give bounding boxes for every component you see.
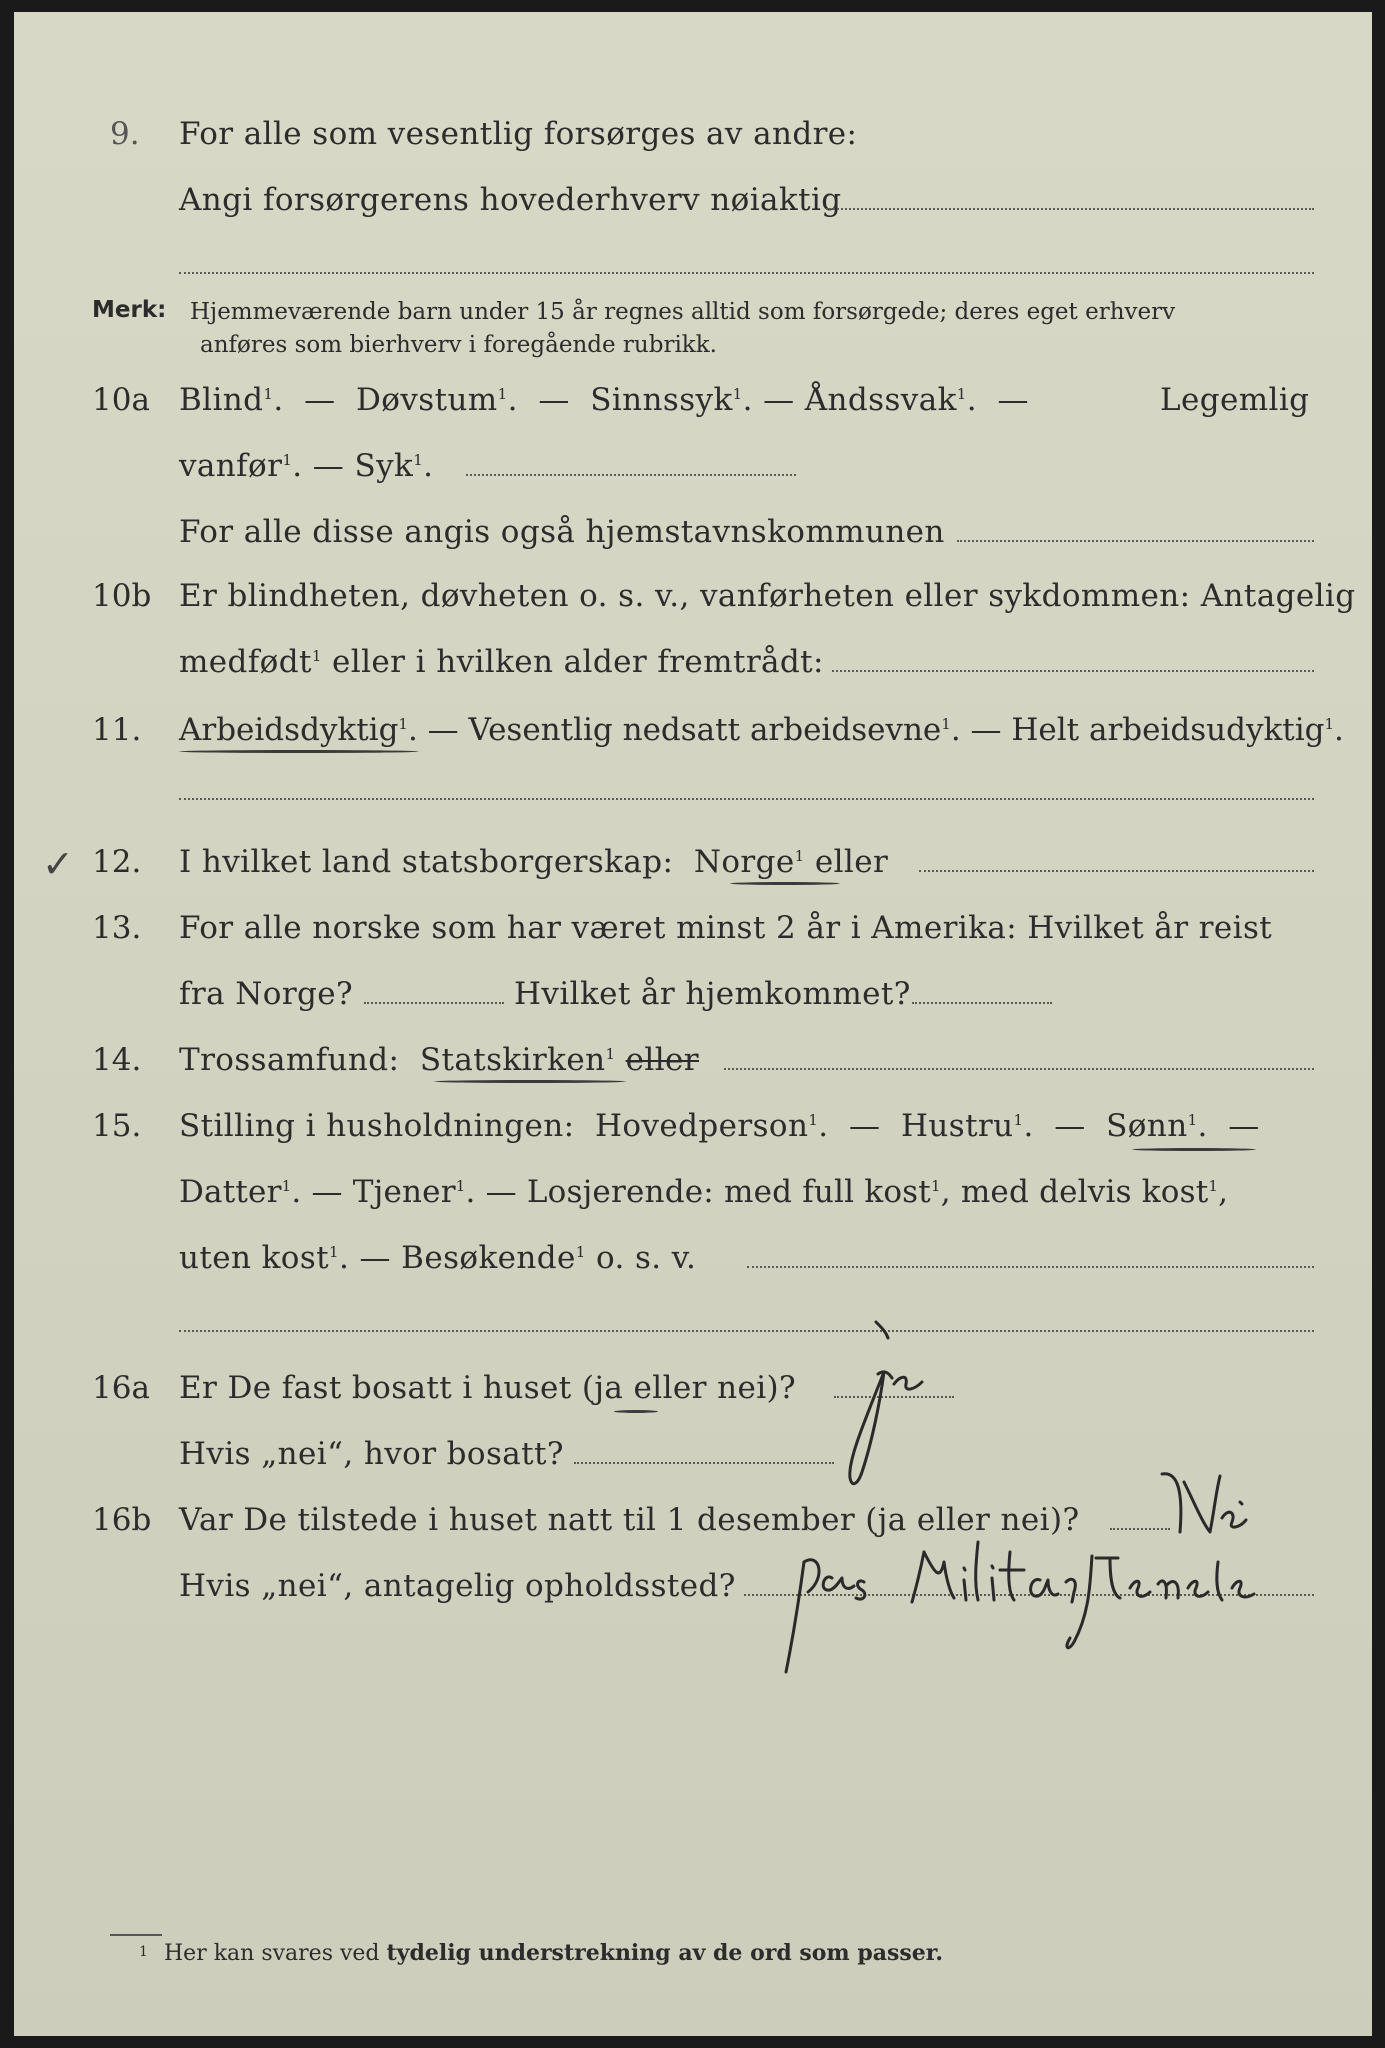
q10b-number: 10b bbox=[92, 578, 152, 614]
q13-number: 13. bbox=[92, 910, 142, 946]
q9-answer-line-2[interactable] bbox=[179, 272, 1314, 274]
underline-statskirken bbox=[434, 1080, 626, 1083]
option-besokende[interactable]: Besøkende bbox=[401, 1240, 576, 1276]
option-blind[interactable]: Blind bbox=[179, 382, 264, 418]
option-nedsatt-arbeidsevne[interactable]: Vesentlig nedsatt arbeidsevne bbox=[468, 712, 942, 748]
option-sonn[interactable]: Sønn bbox=[1106, 1108, 1188, 1144]
q15-row3: uten kost$^1$. — Besøkende$^1$ o. s. v. bbox=[179, 1240, 697, 1276]
option-norge[interactable]: Norge bbox=[693, 844, 795, 880]
q12-answer-line[interactable] bbox=[919, 870, 1314, 872]
option-andssvak[interactable]: Åndssvak bbox=[804, 382, 957, 418]
option-losjerende-full-kost[interactable]: Losjerende: med full kost bbox=[526, 1174, 931, 1210]
q10a-row2: vanfør$^1$. — Syk$^1$. bbox=[179, 448, 434, 484]
option-delvis-kost[interactable]: med delvis kost bbox=[960, 1174, 1209, 1210]
underline-arbeidsdyktig bbox=[179, 750, 419, 753]
q13-hjemkommet-line[interactable] bbox=[912, 1002, 1052, 1004]
option-arbeidsdyktig[interactable]: Arbeidsdyktig bbox=[179, 712, 399, 748]
q15-number: 15. bbox=[92, 1108, 142, 1144]
q9-answer-line[interactable] bbox=[826, 208, 1314, 210]
merk-line2: anføres som bierhverv i foregående rubrikk. bbox=[200, 332, 717, 358]
q16b-number: 16b bbox=[92, 1502, 152, 1538]
q14-row: Trossamfund: Statskirken$^1$ eller bbox=[179, 1042, 699, 1078]
q15-row1: Stilling i husholdningen: Hovedperson$^1$. — Hustru$^1$. — Sønn$^1$. — bbox=[179, 1108, 1260, 1144]
q10a-hjemstavn-line[interactable] bbox=[957, 540, 1314, 542]
handwritten-militaertjeneste-answer bbox=[774, 1522, 1334, 1682]
q15-answer-line-2[interactable] bbox=[179, 1330, 1314, 1332]
option-vanfor[interactable]: vanfør bbox=[179, 448, 283, 484]
q10b-line1: Er blindheten, døvheten o. s. v., vanførheten eller sykdommen: Antagelig bbox=[179, 578, 1356, 614]
q16b-line2: Hvis „nei“, antagelig opholdssted? bbox=[179, 1568, 736, 1604]
q13-line2b: Hvilket år hjemkommet? bbox=[514, 976, 911, 1012]
option-eller-struck: eller bbox=[625, 1042, 699, 1078]
q9-line2: Angi forsørgerens hovederhverv nøiaktig bbox=[179, 182, 842, 218]
q13-line2a: fra Norge? bbox=[179, 976, 354, 1012]
q16a-line2: Hvis „nei“, hvor bosatt? bbox=[179, 1436, 564, 1472]
merk-label: Merk: bbox=[92, 297, 167, 323]
option-hustru[interactable]: Hustru bbox=[900, 1108, 1014, 1144]
option-dovstum[interactable]: Døvstum bbox=[356, 382, 498, 418]
q16a-number: 16a bbox=[92, 1370, 150, 1406]
q11-row: Arbeidsdyktig$^1$. — Vesentlig nedsatt arbeidsevne$^1$. — Helt arbeidsudyktig$^1$. bbox=[179, 712, 1344, 748]
option-syk[interactable]: Syk bbox=[354, 448, 414, 484]
underline-norge bbox=[730, 882, 840, 885]
footnote-text: Her kan svares ved tydelig understrekning av de ord som passer. bbox=[164, 1940, 944, 1966]
q12-row: I hvilket land statsborgerskap: Norge$^1$ eller bbox=[179, 844, 889, 880]
merk-line1: Hjemmeværende barn under 15 år regnes alltid som forsørgede; deres eget erhverv bbox=[190, 299, 1176, 325]
option-hovedperson[interactable]: Hovedperson bbox=[594, 1108, 809, 1144]
q13-reist-line[interactable] bbox=[364, 1002, 504, 1004]
q10b-line2: medfødt$^1$ eller i hvilken alder fremtrådt: bbox=[179, 644, 824, 680]
q10a-row1: Blind$^1$. — Døvstum$^1$. — Sinnssyk$^1$. — Åndssvak$^1$. — bbox=[179, 382, 1029, 418]
q12-number: 12. bbox=[92, 844, 142, 880]
q16b-line1: Var De tilstede i huset natt til 1 desember (ja eller nei)? bbox=[179, 1502, 1080, 1538]
option-medfodt[interactable]: medfødt bbox=[179, 644, 312, 680]
option-datter[interactable]: Datter bbox=[179, 1174, 282, 1210]
q16a-line1: Er De fast bosatt i huset (ja eller nei)? bbox=[179, 1370, 797, 1406]
footnote-rule bbox=[110, 1934, 162, 1936]
option-sinnssyk[interactable]: Sinnssyk bbox=[590, 382, 733, 418]
option-uten-kost[interactable]: uten kost bbox=[179, 1240, 330, 1276]
underline-ja bbox=[614, 1410, 658, 1413]
option-tjener[interactable]: Tjener bbox=[352, 1174, 456, 1210]
option-statskirken[interactable]: Statskirken bbox=[419, 1042, 606, 1078]
q14-answer-line[interactable] bbox=[724, 1068, 1314, 1070]
option-arbeidsudyktig[interactable]: Helt arbeidsudyktig bbox=[1011, 712, 1325, 748]
handwritten-ja-answer bbox=[814, 1312, 944, 1492]
q16a-bosatt-line[interactable] bbox=[574, 1462, 834, 1464]
footnote-mark: 1 bbox=[139, 1944, 148, 1960]
q10a-number: 10a bbox=[92, 382, 150, 418]
census-form-page bbox=[14, 12, 1372, 2036]
q15-answer-line[interactable] bbox=[747, 1266, 1314, 1268]
option-legemlig[interactable]: Legemlig bbox=[1160, 382, 1310, 418]
q11-answer-line[interactable] bbox=[179, 798, 1314, 800]
q11-number: 11. bbox=[92, 712, 142, 748]
check-mark-icon: ✓ bbox=[42, 842, 75, 886]
q9-line1: For alle som vesentlig forsørges av andre: bbox=[179, 116, 858, 152]
q9-number: 9. bbox=[110, 116, 140, 152]
q10b-answer-line[interactable] bbox=[832, 670, 1314, 672]
q15-row2: Datter$^1$. — Tjener$^1$. — Losjerende: med full kost$^1$, med delvis kost$^1$, bbox=[179, 1174, 1229, 1210]
q14-number: 14. bbox=[92, 1042, 142, 1078]
q13-line1: For alle norske som har været minst 2 år i Amerika: Hvilket år reist bbox=[179, 910, 1273, 946]
q10a-answer-line[interactable] bbox=[466, 474, 796, 476]
underline-sonn bbox=[1132, 1148, 1256, 1151]
q10a-line3: For alle disse angis også hjemstavnskommunen bbox=[179, 514, 945, 550]
